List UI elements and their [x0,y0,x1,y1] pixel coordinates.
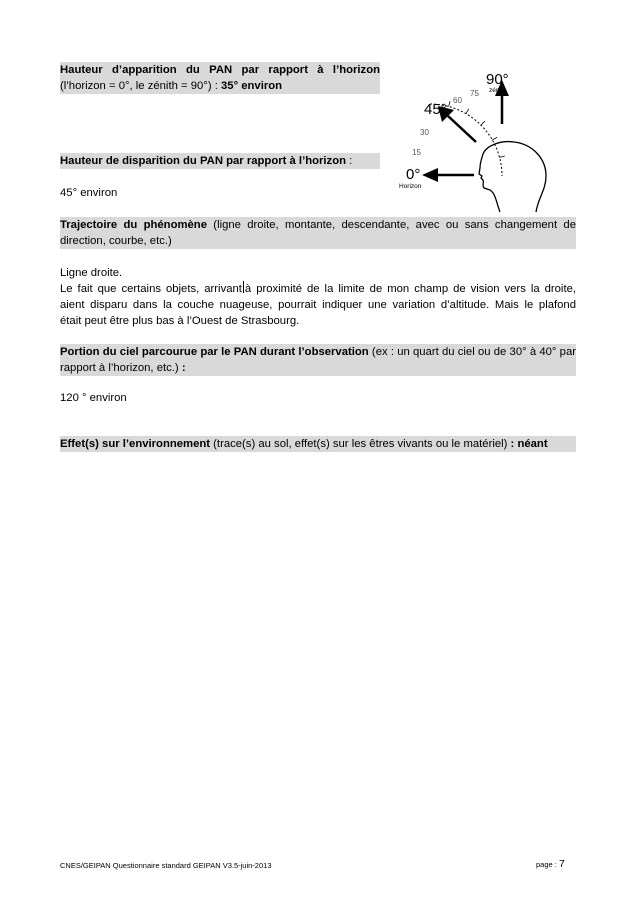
trajectoire-title-line1: Trajectoire du phénomène (ligne droite, montante, descendante, avec ou sans changement de [60,219,576,231]
trajectoire-answer [60,265,576,329]
disparition-heading: Hauteur de disparition du PAN par rapport à l’horizon : [60,153,380,169]
portion-title-line2: rapport à l’horizon, etc.) : [60,362,186,374]
label-zenith: zénith [489,87,507,94]
portion-title-line1: Portion du ciel parcourue par le PAN durant l’observation (ex : un quart du ciel ou de 30° à 40° par [60,346,576,358]
head-silhouette [479,142,546,212]
footer-page-number: page : 7 [536,858,565,870]
label-15: 15 [412,148,421,157]
disparition-answer: 45° environ [60,187,118,199]
trajectoire-title-line2: direction, courbe, etc.) [60,235,172,247]
label-30: 30 [420,128,429,137]
label-60: 60 [453,96,462,105]
trajectoire-answer-line3: aient disparu dans la couche nuageuse, pourrait indiquer une variation d’altitude. Mais le plafond [60,299,576,311]
footer-document-reference: CNES/GEIPAN Questionnaire standard GEIPAN V3.5-juin-2013 [60,861,272,870]
effets-heading: Effet(s) sur l’environnement (trace(s) au sol, effet(s) sur les êtres vivants ou le matériel) : néant [60,436,576,452]
portion-heading [60,344,576,376]
trajectoire-heading [60,217,576,249]
label-45: 45° [424,101,447,118]
label-90: 90° [486,71,509,88]
forty-five-arrow [448,116,476,142]
text-cursor [243,281,244,293]
apparition-title: Hauteur d’apparition du PAN par rapport à l’horizon [60,64,380,76]
elevation-angle-diagram [386,62,556,214]
trajectoire-answer-line1: Ligne droite. [60,267,123,279]
label-75: 75 [470,89,479,98]
horizon-arrowhead [422,168,438,182]
trajectoire-answer-line2: Le fait que certains objets, arrivant à proximité de la limite de mon champ de vision vers la droite, [60,283,577,295]
apparition-heading [60,62,380,94]
apparition-answer: (l’horizon = 0°, le zénith = 90°) : 35° environ [60,80,283,92]
label-0: 0° [406,166,421,183]
portion-answer: 120 ° environ [60,392,127,404]
label-horizon: Horizon [399,183,422,190]
trajectoire-answer-line4: était peut être plus bas à l’Ouest de Strasbourg. [60,315,300,327]
